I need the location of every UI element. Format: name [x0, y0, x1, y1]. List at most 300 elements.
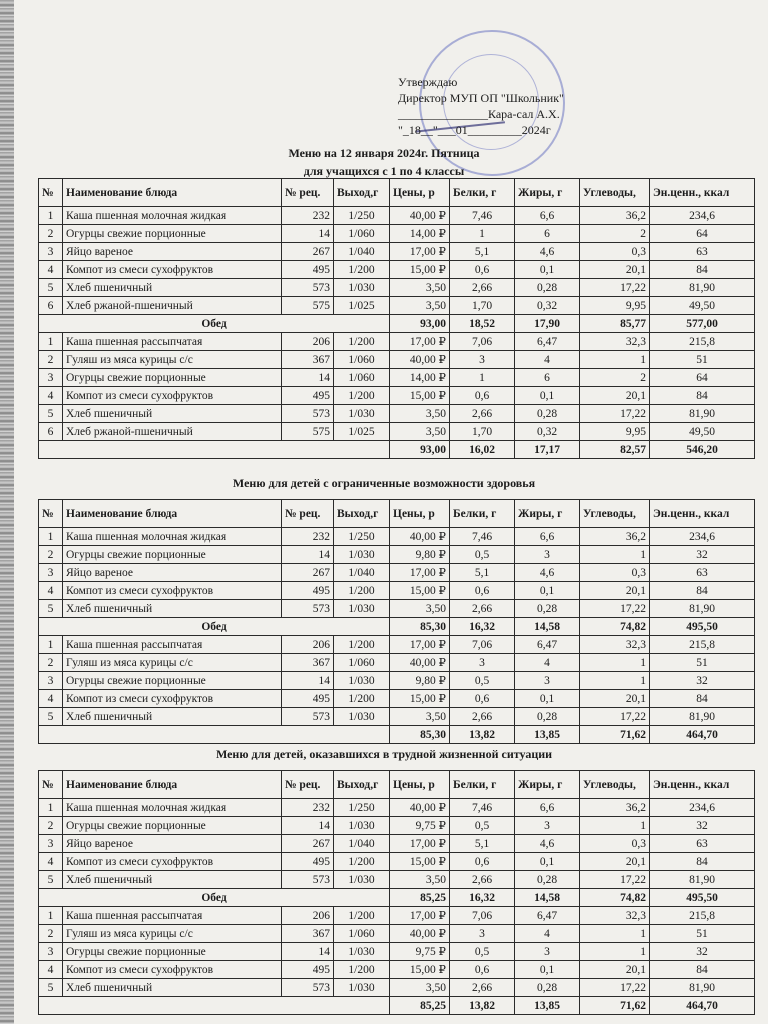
price: 3,50 — [390, 871, 450, 889]
energy-kcal: 64 — [650, 369, 755, 387]
recipe-number: 14 — [282, 546, 334, 564]
energy-kcal: 51 — [650, 351, 755, 369]
portion-weight: 1/060 — [334, 925, 390, 943]
dish-name: Яйцо вареное — [63, 243, 282, 261]
energy-kcal: 63 — [650, 243, 755, 261]
column-header: № — [39, 771, 63, 799]
dish-name: Компот из смеси сухофруктов — [63, 582, 282, 600]
recipe-number: 206 — [282, 907, 334, 925]
fat: 4,6 — [515, 243, 580, 261]
portion-weight: 1/200 — [334, 907, 390, 925]
total-fat: 13,85 — [515, 997, 580, 1015]
row-number: 4 — [39, 261, 63, 279]
carbohydrates: 36,2 — [580, 528, 650, 546]
dish-name: Хлеб пшеничный — [63, 600, 282, 618]
dish-name: Гуляш из мяса курицы с/с — [63, 925, 282, 943]
fat: 3 — [515, 943, 580, 961]
table-row — [39, 943, 755, 961]
price: 17,00 ₽ — [390, 564, 450, 582]
total-blank — [39, 726, 390, 744]
carbohydrates: 20,1 — [580, 261, 650, 279]
approval-line-4: "_18__"___01_________2024г — [398, 123, 551, 137]
fat: 0,1 — [515, 261, 580, 279]
total-price: 85,25 — [390, 997, 450, 1015]
total-row — [39, 441, 755, 459]
carbohydrates: 9,95 — [580, 297, 650, 315]
fat: 6,47 — [515, 333, 580, 351]
row-number: 3 — [39, 672, 63, 690]
menu-subtitle: для учащихся с 1 по 4 классы — [303, 164, 465, 178]
total-protein: 16,02 — [450, 441, 515, 459]
portion-weight: 1/060 — [334, 351, 390, 369]
protein: 2,66 — [450, 708, 515, 726]
fat: 6 — [515, 369, 580, 387]
dish-name: Каша пшенная молочная жидкая — [63, 207, 282, 225]
carbohydrates: 2 — [580, 225, 650, 243]
price: 3,50 — [390, 405, 450, 423]
energy-kcal: 81,90 — [650, 405, 755, 423]
table-row — [39, 564, 755, 582]
dish-name: Огурцы свежие порционные — [63, 672, 282, 690]
protein: 1 — [450, 225, 515, 243]
energy-kcal: 51 — [650, 654, 755, 672]
column-header: Эн.ценн., ккал — [650, 771, 755, 799]
row-number: 3 — [39, 564, 63, 582]
protein: 7,46 — [450, 799, 515, 817]
subtotal-price: 93,00 — [390, 315, 450, 333]
energy-kcal: 234,6 — [650, 528, 755, 546]
energy-kcal: 81,90 — [650, 708, 755, 726]
fat: 0,32 — [515, 423, 580, 441]
recipe-number: 14 — [282, 943, 334, 961]
carbohydrates: 9,95 — [580, 423, 650, 441]
protein: 0,5 — [450, 546, 515, 564]
recipe-number: 206 — [282, 333, 334, 351]
row-number: 2 — [39, 654, 63, 672]
fat: 4,6 — [515, 564, 580, 582]
protein: 5,1 — [450, 243, 515, 261]
row-number: 4 — [39, 853, 63, 871]
energy-kcal: 234,6 — [650, 207, 755, 225]
table-row — [39, 817, 755, 835]
table-row — [39, 528, 755, 546]
fat: 3 — [515, 817, 580, 835]
table-row — [39, 690, 755, 708]
portion-weight: 1/040 — [334, 835, 390, 853]
portion-weight: 1/030 — [334, 708, 390, 726]
subtotal-price: 85,30 — [390, 618, 450, 636]
price: 14,00 ₽ — [390, 369, 450, 387]
energy-kcal: 63 — [650, 835, 755, 853]
protein: 3 — [450, 654, 515, 672]
carbohydrates: 1 — [580, 817, 650, 835]
row-number: 2 — [39, 817, 63, 835]
column-header: Выход,г — [334, 179, 390, 207]
fat: 0,1 — [515, 690, 580, 708]
price: 17,00 ₽ — [390, 243, 450, 261]
column-header: Белки, г — [450, 500, 515, 528]
price: 9,75 ₽ — [390, 817, 450, 835]
table-row — [39, 925, 755, 943]
row-number: 2 — [39, 351, 63, 369]
subtotal-energy-kcal: 495,50 — [650, 889, 755, 907]
carbohydrates: 20,1 — [580, 961, 650, 979]
energy-kcal: 215,8 — [650, 636, 755, 654]
row-number: 5 — [39, 871, 63, 889]
protein: 0,5 — [450, 943, 515, 961]
dish-name: Гуляш из мяса курицы с/с — [63, 351, 282, 369]
recipe-number: 495 — [282, 582, 334, 600]
portion-weight: 1/200 — [334, 690, 390, 708]
fat: 6,47 — [515, 907, 580, 925]
table-row — [39, 225, 755, 243]
recipe-number: 14 — [282, 817, 334, 835]
subtotal-price: 85,25 — [390, 889, 450, 907]
column-header: Цены, р — [390, 500, 450, 528]
column-header: Эн.ценн., ккал — [650, 500, 755, 528]
column-header: Цены, р — [390, 179, 450, 207]
carbohydrates: 17,22 — [580, 708, 650, 726]
dish-name: Каша пшенная рассыпчатая — [63, 636, 282, 654]
recipe-number: 232 — [282, 207, 334, 225]
fat: 0,32 — [515, 297, 580, 315]
carbohydrates: 17,22 — [580, 600, 650, 618]
row-number: 4 — [39, 582, 63, 600]
dish-name: Огурцы свежие порционные — [63, 546, 282, 564]
energy-kcal: 32 — [650, 943, 755, 961]
carbohydrates: 32,3 — [580, 907, 650, 925]
carbohydrates: 36,2 — [580, 207, 650, 225]
energy-kcal: 32 — [650, 546, 755, 564]
recipe-number: 495 — [282, 853, 334, 871]
fat: 3 — [515, 672, 580, 690]
column-header: Наименование блюда — [63, 771, 282, 799]
section-heading: Меню для детей, оказавшихся в трудной жизненной ситуации — [215, 747, 553, 761]
protein: 3 — [450, 925, 515, 943]
dish-name: Каша пшенная молочная жидкая — [63, 528, 282, 546]
energy-kcal: 63 — [650, 564, 755, 582]
dish-name: Гуляш из мяса курицы с/с — [63, 654, 282, 672]
table-row — [39, 979, 755, 997]
carbohydrates: 1 — [580, 546, 650, 564]
carbohydrates: 20,1 — [580, 582, 650, 600]
total-fat: 17,17 — [515, 441, 580, 459]
row-number: 5 — [39, 279, 63, 297]
dish-name: Каша пшенная молочная жидкая — [63, 799, 282, 817]
subtotal-label: Обед — [39, 315, 390, 333]
row-number: 2 — [39, 225, 63, 243]
scan-edge-noise — [0, 0, 14, 1024]
recipe-number: 267 — [282, 564, 334, 582]
energy-kcal: 234,6 — [650, 799, 755, 817]
table-row — [39, 799, 755, 817]
row-number: 4 — [39, 690, 63, 708]
approval-line-3: _______________Кара-сал А.Х. — [398, 107, 560, 121]
subtotal-carbohydrates: 74,82 — [580, 889, 650, 907]
portion-weight: 1/200 — [334, 387, 390, 405]
column-header: № рец. — [282, 179, 334, 207]
dish-name: Компот из смеси сухофруктов — [63, 261, 282, 279]
table-row — [39, 243, 755, 261]
dish-name: Огурцы свежие порционные — [63, 943, 282, 961]
price: 40,00 ₽ — [390, 351, 450, 369]
protein: 0,6 — [450, 387, 515, 405]
portion-weight: 1/060 — [334, 369, 390, 387]
dish-name: Компот из смеси сухофруктов — [63, 387, 282, 405]
dish-name: Хлеб пшеничный — [63, 871, 282, 889]
protein: 1,70 — [450, 297, 515, 315]
dish-name: Каша пшенная рассыпчатая — [63, 907, 282, 925]
menu-table — [38, 178, 755, 459]
column-header: № — [39, 500, 63, 528]
protein: 2,66 — [450, 405, 515, 423]
protein: 2,66 — [450, 871, 515, 889]
dish-name: Огурцы свежие порционные — [63, 225, 282, 243]
price: 40,00 ₽ — [390, 654, 450, 672]
table-row — [39, 853, 755, 871]
subtotal-carbohydrates: 74,82 — [580, 618, 650, 636]
column-header: Жиры, г — [515, 771, 580, 799]
carbohydrates: 20,1 — [580, 387, 650, 405]
table-row — [39, 835, 755, 853]
carbohydrates: 32,3 — [580, 333, 650, 351]
recipe-number: 573 — [282, 708, 334, 726]
row-number: 6 — [39, 423, 63, 441]
carbohydrates: 0,3 — [580, 835, 650, 853]
subtotal-fat: 14,58 — [515, 618, 580, 636]
portion-weight: 1/040 — [334, 243, 390, 261]
price: 17,00 ₽ — [390, 835, 450, 853]
fat: 4,6 — [515, 835, 580, 853]
protein: 0,5 — [450, 672, 515, 690]
fat: 0,1 — [515, 387, 580, 405]
column-header: Цены, р — [390, 771, 450, 799]
table-header-row — [39, 771, 755, 799]
portion-weight: 1/030 — [334, 817, 390, 835]
energy-kcal: 51 — [650, 925, 755, 943]
energy-kcal: 32 — [650, 817, 755, 835]
price: 15,00 ₽ — [390, 961, 450, 979]
recipe-number: 232 — [282, 528, 334, 546]
protein: 2,66 — [450, 279, 515, 297]
recipe-number: 367 — [282, 351, 334, 369]
menu-title: Меню на 12 января 2024г. Пятница — [288, 146, 480, 160]
protein: 0,6 — [450, 261, 515, 279]
recipe-number: 575 — [282, 297, 334, 315]
energy-kcal: 81,90 — [650, 600, 755, 618]
dish-name: Хлеб пшеничный — [63, 279, 282, 297]
portion-weight: 1/030 — [334, 600, 390, 618]
portion-weight: 1/025 — [334, 297, 390, 315]
total-energy-kcal: 464,70 — [650, 726, 755, 744]
portion-weight: 1/060 — [334, 225, 390, 243]
protein: 1,70 — [450, 423, 515, 441]
column-header: Наименование блюда — [63, 500, 282, 528]
price: 15,00 ₽ — [390, 853, 450, 871]
dish-name: Хлеб ржаной-пшеничный — [63, 297, 282, 315]
table-row — [39, 636, 755, 654]
recipe-number: 573 — [282, 871, 334, 889]
price: 40,00 ₽ — [390, 799, 450, 817]
row-number: 1 — [39, 528, 63, 546]
portion-weight: 1/030 — [334, 871, 390, 889]
table-row — [39, 405, 755, 423]
table-row — [39, 369, 755, 387]
recipe-number: 367 — [282, 654, 334, 672]
price: 14,00 ₽ — [390, 225, 450, 243]
price: 9,80 ₽ — [390, 546, 450, 564]
recipe-number: 573 — [282, 405, 334, 423]
portion-weight: 1/030 — [334, 546, 390, 564]
carbohydrates: 17,22 — [580, 279, 650, 297]
column-header: Углеводы, — [580, 179, 650, 207]
row-number: 4 — [39, 961, 63, 979]
carbohydrates: 17,22 — [580, 405, 650, 423]
energy-kcal: 84 — [650, 387, 755, 405]
protein: 7,06 — [450, 907, 515, 925]
dish-name: Яйцо вареное — [63, 564, 282, 582]
dish-name: Хлеб пшеничный — [63, 405, 282, 423]
portion-weight: 1/250 — [334, 799, 390, 817]
carbohydrates: 17,22 — [580, 871, 650, 889]
approval-block — [398, 74, 698, 138]
column-header: № — [39, 179, 63, 207]
carbohydrates: 20,1 — [580, 690, 650, 708]
table-row — [39, 871, 755, 889]
fat: 0,28 — [515, 405, 580, 423]
row-number: 5 — [39, 708, 63, 726]
table-row — [39, 600, 755, 618]
energy-kcal: 84 — [650, 690, 755, 708]
protein: 2,66 — [450, 979, 515, 997]
fat: 6 — [515, 225, 580, 243]
row-number: 3 — [39, 243, 63, 261]
dish-name: Хлеб ржаной-пшеничный — [63, 423, 282, 441]
row-number: 5 — [39, 405, 63, 423]
fat: 6,6 — [515, 207, 580, 225]
fat: 3 — [515, 546, 580, 564]
protein: 5,1 — [450, 564, 515, 582]
table-row — [39, 297, 755, 315]
total-protein: 13,82 — [450, 997, 515, 1015]
column-header: Углеводы, — [580, 771, 650, 799]
column-header: Жиры, г — [515, 179, 580, 207]
row-number: 1 — [39, 907, 63, 925]
table-row — [39, 654, 755, 672]
recipe-number: 573 — [282, 600, 334, 618]
recipe-number: 495 — [282, 387, 334, 405]
recipe-number: 495 — [282, 690, 334, 708]
price: 40,00 ₽ — [390, 528, 450, 546]
section-heading: Меню для детей с ограниченные возможности здоровья — [232, 476, 536, 490]
recipe-number: 495 — [282, 961, 334, 979]
row-number: 3 — [39, 835, 63, 853]
recipe-number: 232 — [282, 799, 334, 817]
table-row — [39, 261, 755, 279]
recipe-number: 267 — [282, 835, 334, 853]
portion-weight: 1/200 — [334, 261, 390, 279]
carbohydrates: 1 — [580, 672, 650, 690]
row-number: 5 — [39, 600, 63, 618]
fat: 0,28 — [515, 279, 580, 297]
subtotal-fat: 17,90 — [515, 315, 580, 333]
price: 3,50 — [390, 279, 450, 297]
dish-name: Яйцо вареное — [63, 835, 282, 853]
row-number: 2 — [39, 925, 63, 943]
price: 15,00 ₽ — [390, 261, 450, 279]
energy-kcal: 84 — [650, 961, 755, 979]
column-header: Выход,г — [334, 500, 390, 528]
table-row — [39, 351, 755, 369]
dish-name: Хлеб пшеничный — [63, 979, 282, 997]
fat: 6,6 — [515, 528, 580, 546]
row-number: 6 — [39, 297, 63, 315]
portion-weight: 1/200 — [334, 853, 390, 871]
carbohydrates: 1 — [580, 351, 650, 369]
energy-kcal: 64 — [650, 225, 755, 243]
column-header: Жиры, г — [515, 500, 580, 528]
energy-kcal: 49,50 — [650, 297, 755, 315]
table-header-row — [39, 500, 755, 528]
price: 9,75 ₽ — [390, 943, 450, 961]
protein: 5,1 — [450, 835, 515, 853]
row-number: 1 — [39, 207, 63, 225]
fat: 0,28 — [515, 871, 580, 889]
carbohydrates: 32,3 — [580, 636, 650, 654]
fat: 0,1 — [515, 961, 580, 979]
menu-table — [38, 499, 755, 744]
total-price: 93,00 — [390, 441, 450, 459]
fat: 6,6 — [515, 799, 580, 817]
energy-kcal: 84 — [650, 582, 755, 600]
portion-weight: 1/200 — [334, 636, 390, 654]
column-header: Эн.ценн., ккал — [650, 179, 755, 207]
price: 17,00 ₽ — [390, 333, 450, 351]
portion-weight: 1/030 — [334, 943, 390, 961]
protein: 0,5 — [450, 817, 515, 835]
portion-weight: 1/025 — [334, 423, 390, 441]
menu-document — [14, 0, 768, 1024]
column-header: Выход,г — [334, 771, 390, 799]
subtotal-protein: 16,32 — [450, 618, 515, 636]
total-price: 85,30 — [390, 726, 450, 744]
price: 3,50 — [390, 423, 450, 441]
price: 40,00 ₽ — [390, 925, 450, 943]
approval-line-2: Директор МУП ОП "Школьник" — [398, 91, 564, 105]
dish-name: Компот из смеси сухофруктов — [63, 961, 282, 979]
total-energy-kcal: 546,20 — [650, 441, 755, 459]
menu-table — [38, 770, 755, 1015]
subtotal-energy-kcal: 577,00 — [650, 315, 755, 333]
portion-weight: 1/200 — [334, 333, 390, 351]
row-number: 5 — [39, 979, 63, 997]
total-carbohydrates: 71,62 — [580, 726, 650, 744]
row-number: 1 — [39, 799, 63, 817]
price: 17,00 ₽ — [390, 907, 450, 925]
recipe-number: 206 — [282, 636, 334, 654]
protein: 7,46 — [450, 528, 515, 546]
recipe-number: 14 — [282, 369, 334, 387]
carbohydrates: 20,1 — [580, 853, 650, 871]
table-row — [39, 279, 755, 297]
protein: 3 — [450, 351, 515, 369]
protein: 0,6 — [450, 582, 515, 600]
carbohydrates: 2 — [580, 369, 650, 387]
protein: 1 — [450, 369, 515, 387]
table-row — [39, 546, 755, 564]
dish-name: Огурцы свежие порционные — [63, 369, 282, 387]
price: 3,50 — [390, 708, 450, 726]
